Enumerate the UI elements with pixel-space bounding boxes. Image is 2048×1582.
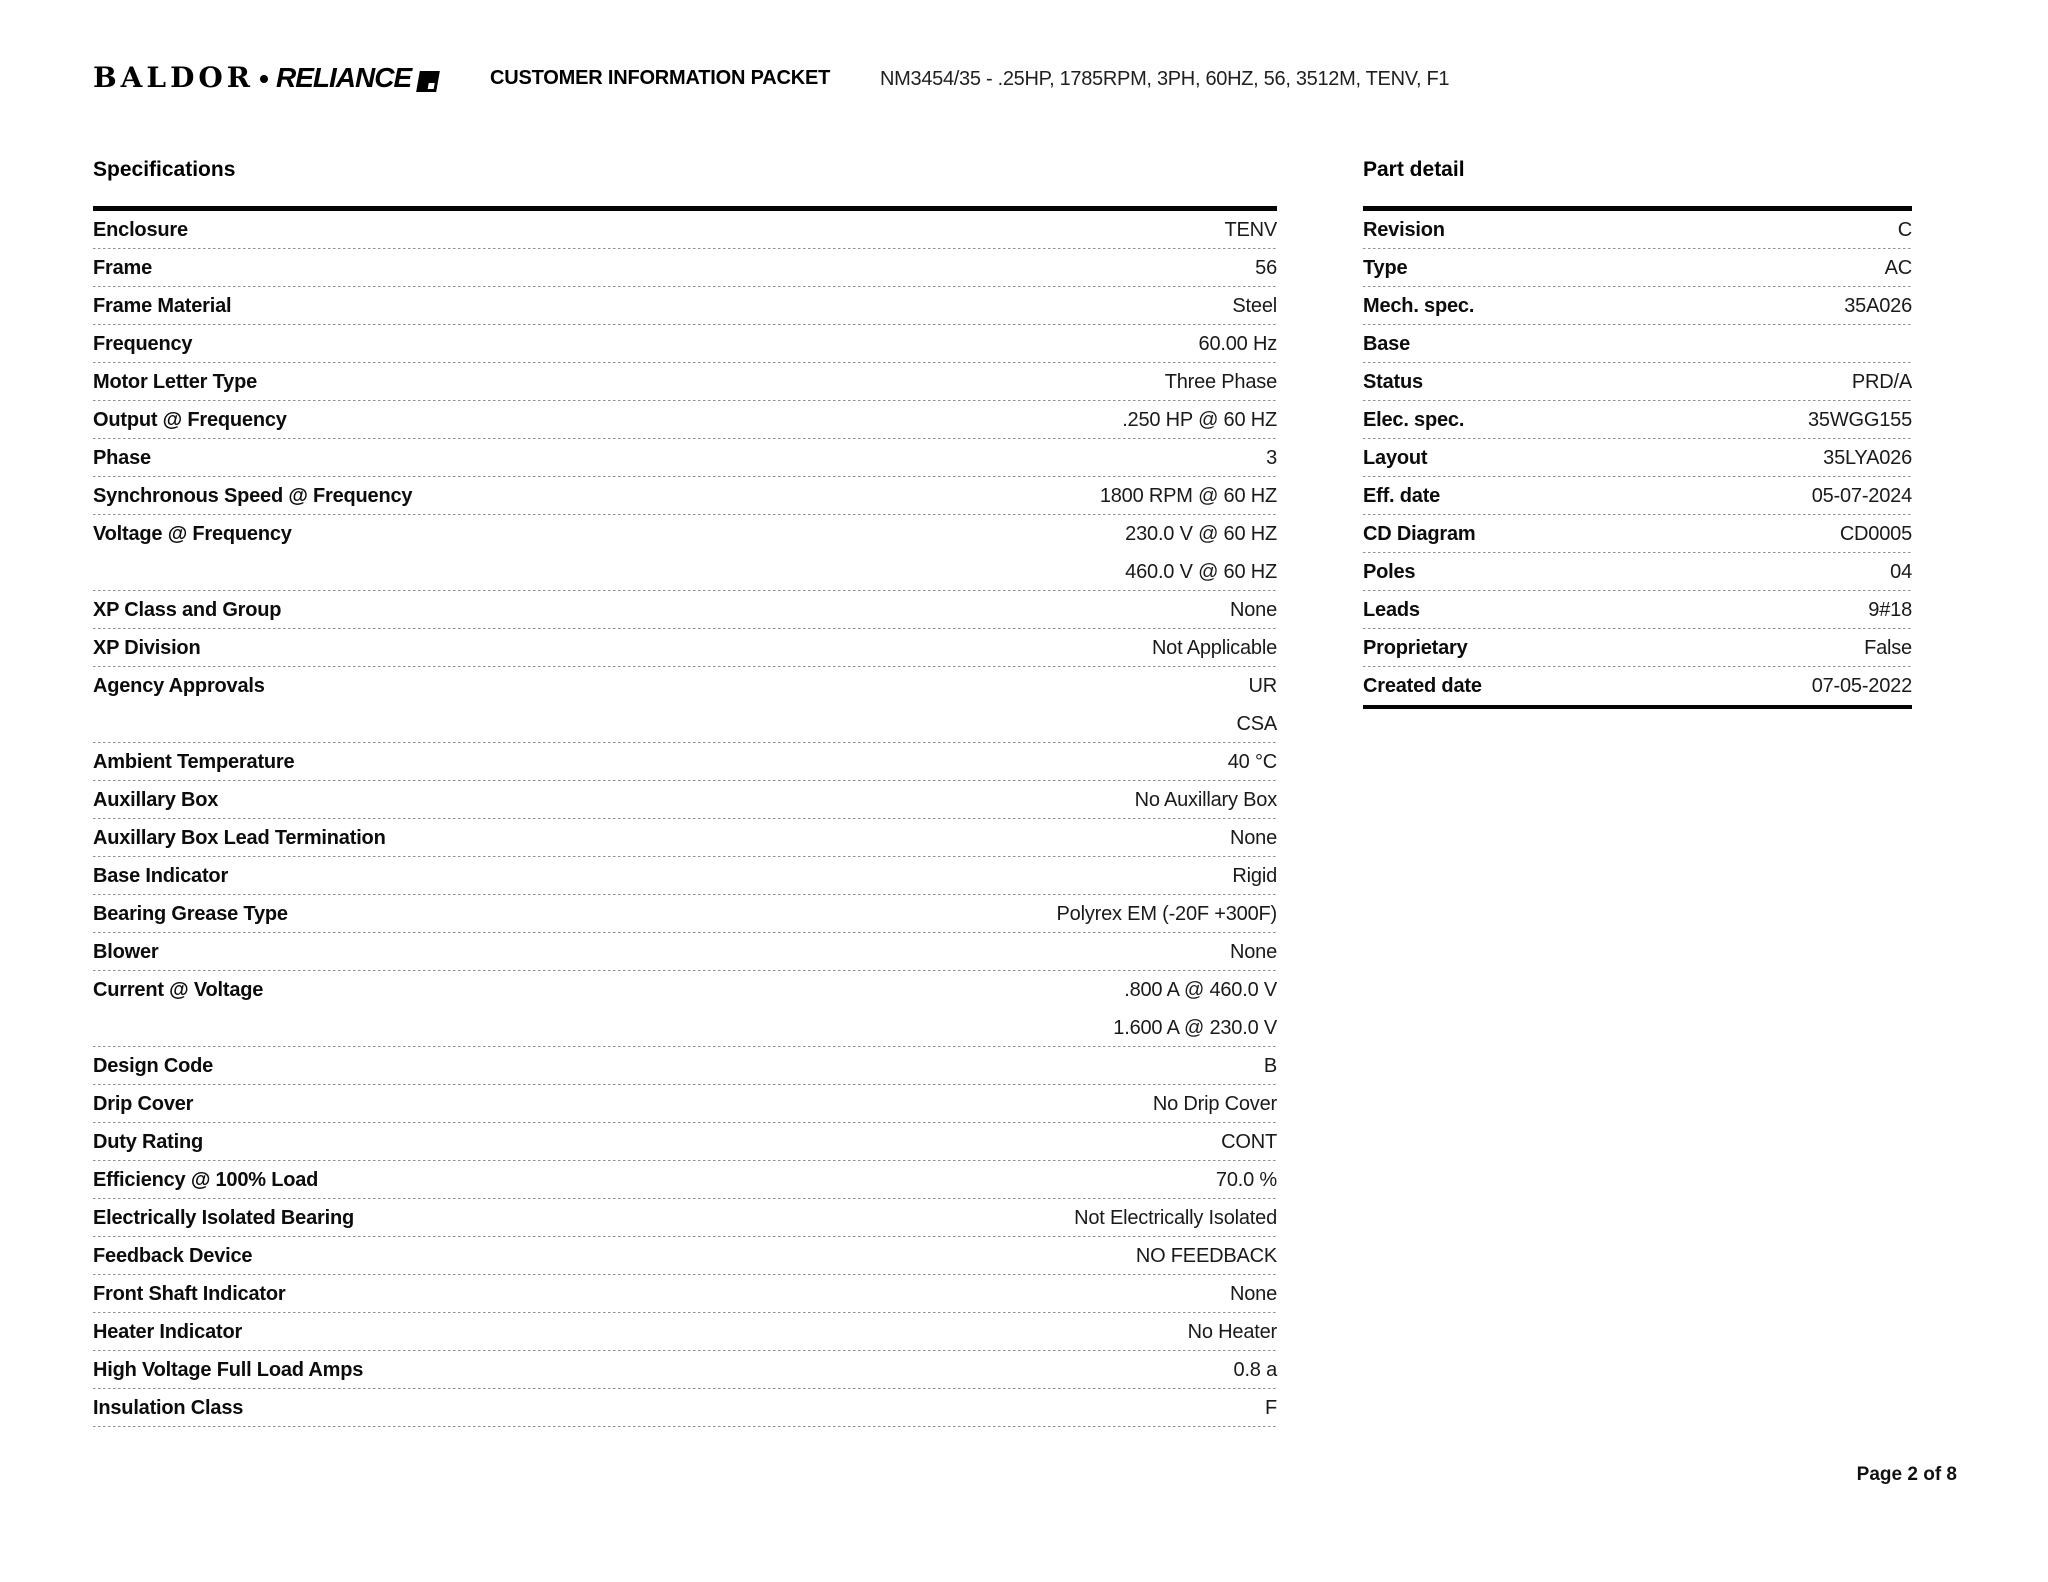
row-values — [1230, 1275, 1277, 1313]
logo-dot-icon — [260, 75, 268, 83]
row-label: Revision — [1363, 219, 1445, 241]
row-value-line: 05-07-2024 — [1811, 485, 1912, 507]
table-row — [93, 1275, 1277, 1313]
row-value-line: F — [1264, 1397, 1277, 1419]
row-values — [1125, 515, 1277, 591]
row-value-line: 35WGG155 — [1807, 409, 1912, 431]
table-row — [93, 933, 1277, 971]
row-values — [1136, 1237, 1277, 1275]
row-value-line: B — [1263, 1055, 1277, 1077]
row-label: Frequency — [93, 333, 193, 355]
row-value-line: 0.8 a — [1233, 1359, 1277, 1381]
specifications-heading: Specifications — [93, 158, 236, 181]
table-row — [93, 857, 1277, 895]
row-values — [1852, 363, 1912, 401]
row-values — [1152, 629, 1277, 667]
table-row — [93, 439, 1277, 477]
row-value-line: None — [1229, 827, 1277, 849]
row-label: XP Division — [93, 637, 201, 659]
page-number: Page 2 of 8 — [1856, 1464, 1957, 1485]
table-row — [93, 591, 1277, 629]
row-value-line: 70.0 % — [1215, 1169, 1277, 1191]
table-row — [1363, 629, 1912, 667]
row-values — [1823, 439, 1912, 477]
row-value-line: False — [1864, 637, 1912, 659]
product-description: NM3454/35 - .25HP, 1785RPM, 3PH, 60HZ, 56, 3512M, TENV, F1 — [880, 68, 1450, 90]
document-title: CUSTOMER INFORMATION PACKET — [490, 67, 831, 89]
row-value-line: 40 °C — [1227, 751, 1277, 773]
row-values — [1216, 1161, 1277, 1199]
row-values — [1232, 287, 1277, 325]
row-label: Blower — [93, 941, 159, 963]
table-row — [93, 515, 1277, 591]
table-row — [93, 287, 1277, 325]
row-value-line: None — [1229, 599, 1277, 621]
row-values — [1188, 1313, 1277, 1351]
row-value-line: 35A026 — [1844, 295, 1912, 317]
row-label: Layout — [1363, 447, 1428, 469]
row-values — [1228, 743, 1277, 781]
row-label: Motor Letter Type — [93, 371, 258, 393]
row-values — [1864, 629, 1912, 667]
table-row — [1363, 211, 1912, 249]
row-value-line: C — [1897, 219, 1912, 241]
table-row — [93, 781, 1277, 819]
row-label: Phase — [93, 447, 151, 469]
table-row — [93, 325, 1277, 363]
table-row — [1363, 439, 1912, 477]
row-label: Current @ Voltage — [93, 979, 264, 1001]
row-value-line: TENV — [1224, 219, 1277, 241]
row-values — [1812, 667, 1912, 705]
table-row — [93, 895, 1277, 933]
row-label: Eff. date — [1363, 485, 1441, 507]
table-row — [1363, 363, 1912, 401]
row-label: High Voltage Full Load Amps — [93, 1359, 364, 1381]
row-value-line: 04 — [1890, 561, 1912, 583]
row-label: Created date — [1363, 675, 1482, 697]
row-values — [1221, 1123, 1277, 1161]
row-value-line: No Drip Cover — [1152, 1093, 1277, 1115]
row-value-line: None — [1229, 1283, 1277, 1305]
row-values — [1057, 895, 1277, 933]
row-label: Insulation Class — [93, 1397, 244, 1419]
row-label: Elec. spec. — [1363, 409, 1465, 431]
row-label: Heater Indicator — [93, 1321, 243, 1343]
row-value-line: 60.00 Hz — [1198, 333, 1277, 355]
table-row — [93, 363, 1277, 401]
row-value-line: CONT — [1221, 1131, 1277, 1153]
table-row — [93, 211, 1277, 249]
row-label: Type — [1363, 257, 1408, 279]
row-values — [1232, 857, 1277, 895]
table-row — [1363, 287, 1912, 325]
row-values — [1885, 249, 1912, 287]
row-value-line: AC — [1884, 257, 1912, 279]
row-value-line: Not Electrically Isolated — [1074, 1207, 1277, 1229]
row-values — [1264, 1047, 1277, 1085]
row-values — [1808, 401, 1912, 439]
row-value-line: 07-05-2022 — [1811, 675, 1912, 697]
row-values — [1074, 1199, 1277, 1237]
row-label: Status — [1363, 371, 1423, 393]
table-row — [1363, 401, 1912, 439]
row-value-line: CD0005 — [1839, 523, 1912, 545]
table-row — [93, 1389, 1277, 1427]
row-values — [1113, 971, 1277, 1047]
row-value-line: Steel — [1232, 295, 1277, 317]
row-label: Voltage @ Frequency — [93, 523, 292, 545]
row-values — [1230, 819, 1277, 857]
row-label: Agency Approvals — [93, 675, 265, 697]
table-row — [93, 401, 1277, 439]
row-label: Frame Material — [93, 295, 232, 317]
table-row — [93, 1161, 1277, 1199]
row-label: CD Diagram — [1363, 523, 1476, 545]
row-value-line: 1800 RPM @ 60 HZ — [1099, 485, 1277, 507]
row-values — [1266, 439, 1277, 477]
row-label: Enclosure — [93, 219, 188, 241]
table-row — [93, 743, 1277, 781]
row-values — [1868, 591, 1912, 629]
row-value-line: .800 A @ 460.0 V — [1124, 979, 1277, 1001]
row-values — [1898, 211, 1912, 249]
row-label: Base — [1363, 333, 1411, 355]
row-values — [1199, 325, 1277, 363]
row-label: Mech. spec. — [1363, 295, 1475, 317]
table-row — [1363, 325, 1912, 363]
row-value-line: Polyrex EM (-20F +300F) — [1056, 903, 1277, 925]
row-label: Synchronous Speed @ Frequency — [93, 485, 413, 507]
row-values — [1812, 477, 1912, 515]
row-value-line: None — [1229, 941, 1277, 963]
table-row — [93, 1047, 1277, 1085]
part-detail-heading: Part detail — [1363, 158, 1465, 181]
row-value-line: CSA — [1236, 713, 1277, 735]
reliance-trademark-icon — [416, 71, 440, 92]
row-label: Proprietary — [1363, 637, 1468, 659]
row-value-line: Three Phase — [1164, 371, 1277, 393]
table-row — [93, 249, 1277, 287]
row-values — [1234, 1351, 1277, 1389]
row-values — [1135, 781, 1277, 819]
table-row — [1363, 591, 1912, 629]
table-row — [93, 1123, 1277, 1161]
table-row — [93, 667, 1277, 743]
specifications-table — [93, 206, 1277, 1427]
row-label: Electrically Isolated Bearing — [93, 1207, 354, 1229]
row-values — [1230, 591, 1277, 629]
row-label: Ambient Temperature — [93, 751, 295, 773]
row-label: Drip Cover — [93, 1093, 194, 1115]
row-label: Front Shaft Indicator — [93, 1283, 286, 1305]
row-label: Duty Rating — [93, 1131, 204, 1153]
table-row — [93, 477, 1277, 515]
table-row — [93, 629, 1277, 667]
row-value-line: 3 — [1266, 447, 1277, 469]
row-label: Bearing Grease Type — [93, 903, 288, 925]
row-value-line: Not Applicable — [1151, 637, 1277, 659]
row-label: Feedback Device — [93, 1245, 253, 1267]
baldor-reliance-logo — [93, 62, 438, 94]
table-row — [1363, 667, 1912, 705]
row-label: Output @ Frequency — [93, 409, 287, 431]
table-row — [93, 1313, 1277, 1351]
row-values — [1844, 287, 1912, 325]
table-row — [1363, 553, 1912, 591]
table-row — [93, 1237, 1277, 1275]
row-value-line: 1.600 A @ 230.0 V — [1113, 1017, 1277, 1039]
row-value-line: No Auxillary Box — [1134, 789, 1277, 811]
row-value-line: 460.0 V @ 60 HZ — [1125, 561, 1277, 583]
row-value-line: 35LYA026 — [1823, 447, 1912, 469]
table-row — [1363, 477, 1912, 515]
table-row — [1363, 249, 1912, 287]
row-values — [1230, 933, 1277, 971]
row-label: Poles — [1363, 561, 1416, 583]
table-row — [93, 1085, 1277, 1123]
row-label: Leads — [1363, 599, 1420, 621]
row-value-line: 56 — [1255, 257, 1277, 279]
row-value-line: Rigid — [1232, 865, 1277, 887]
row-label: Auxillary Box — [93, 789, 219, 811]
row-label: Frame — [93, 257, 153, 279]
table-row — [93, 1351, 1277, 1389]
row-label: Efficiency @ 100% Load — [93, 1169, 319, 1191]
row-value-line: .250 HP @ 60 HZ — [1122, 409, 1277, 431]
table-row — [93, 971, 1277, 1047]
row-value-line: No Heater — [1187, 1321, 1277, 1343]
row-value-line: PRD/A — [1851, 371, 1912, 393]
row-value-line: NO FEEDBACK — [1135, 1245, 1277, 1267]
logo-brand-reliance: RELIANCE — [276, 62, 412, 93]
row-values — [1122, 401, 1277, 439]
row-label: Base Indicator — [93, 865, 229, 887]
table-row — [93, 1199, 1277, 1237]
row-label: Design Code — [93, 1055, 214, 1077]
row-value-line: UR — [1248, 675, 1277, 697]
row-values — [1265, 1389, 1277, 1427]
row-values — [1153, 1085, 1277, 1123]
row-values — [1100, 477, 1277, 515]
logo-brand-baldor: BALDOR — [93, 61, 255, 94]
row-value-line: 230.0 V @ 60 HZ — [1125, 523, 1277, 545]
page-header — [93, 60, 1963, 96]
table-row — [1363, 515, 1912, 553]
row-label: Auxillary Box Lead Termination — [93, 827, 386, 849]
row-value-line: 9#18 — [1868, 599, 1912, 621]
row-values — [1224, 211, 1277, 249]
row-values — [1840, 515, 1912, 553]
part-detail-table — [1363, 206, 1912, 709]
row-label: XP Class and Group — [93, 599, 282, 621]
row-values — [1255, 249, 1277, 287]
table-row — [93, 819, 1277, 857]
row-values — [1236, 667, 1277, 743]
row-values — [1890, 553, 1912, 591]
row-values — [1165, 363, 1277, 401]
